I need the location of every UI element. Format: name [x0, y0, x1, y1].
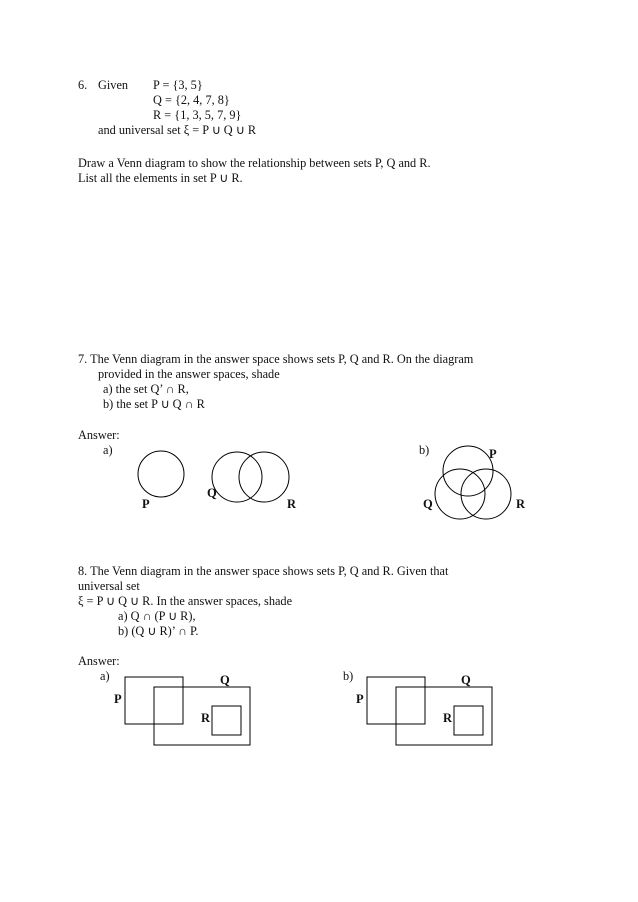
q7-part-a-label: a): [103, 443, 113, 457]
q7b-label-r: R: [516, 497, 526, 511]
q8b-label-r: R: [443, 711, 453, 725]
q7-text-line2: provided in the answer spaces, shade: [98, 367, 280, 381]
q7a-label-p: P: [142, 497, 150, 511]
q6-set-p: P = {3, 5}: [153, 78, 203, 92]
q7a-circle-q: [212, 452, 262, 502]
q6-instruction-draw: Draw a Venn diagram to show the relationship between sets P, Q and R.: [78, 156, 431, 170]
q8-text-line1: 8. The Venn diagram in the answer space shows sets P, Q and R. Given that: [78, 564, 449, 578]
q8b-label-q: Q: [461, 673, 471, 687]
q7b-circle-r: [461, 469, 511, 519]
q6-given-label: Given: [98, 78, 129, 92]
q8b-rect-r: [454, 706, 483, 735]
q8-part-a-label: a): [100, 669, 110, 683]
q6-set-q: Q = {2, 4, 7, 8}: [153, 93, 230, 107]
q7-answer-label: Answer:: [78, 428, 120, 442]
q6-universal-set: and universal set ξ = P ∪ Q ∪ R: [98, 123, 257, 137]
q7-text-line1: 7. The Venn diagram in the answer space shows sets P, Q and R. On the diagram: [78, 352, 474, 366]
q7b-label-q: Q: [423, 497, 433, 511]
q8a-label-r: R: [201, 711, 211, 725]
q6-number: 6.: [78, 78, 88, 92]
q8a-rect-r: [212, 706, 241, 735]
q8-text-line2: universal set: [78, 579, 140, 593]
q7a-label-r: R: [287, 497, 297, 511]
q8-part-b-label: b): [343, 669, 354, 683]
q8-text-line3: ξ = P ∪ Q ∪ R. In the answer spaces, shade: [78, 594, 293, 608]
q8a-label-q: Q: [220, 673, 230, 687]
q7a-label-q: Q: [207, 486, 217, 500]
q7-item-b: b) the set P ∪ Q ∩ R: [103, 397, 205, 411]
q7a-circle-r: [239, 452, 289, 502]
q7a-circle-p: [138, 451, 184, 497]
q7-item-a: a) the set Q’ ∩ R,: [103, 382, 189, 396]
q8-item-b: b) (Q ∪ R)’ ∩ P.: [118, 624, 199, 638]
q6-instruction-list: List all the elements in set P ∪ R.: [78, 171, 243, 185]
q8-answer-label: Answer:: [78, 654, 120, 668]
q7-part-b-label: b): [419, 443, 430, 457]
q8b-label-p: P: [356, 692, 364, 706]
q7b-label-p: P: [489, 447, 497, 461]
q8-item-a: a) Q ∩ (P ∪ R),: [118, 609, 196, 623]
q8a-label-p: P: [114, 692, 122, 706]
q6-set-r: R = {1, 3, 5, 7, 9}: [153, 108, 242, 122]
